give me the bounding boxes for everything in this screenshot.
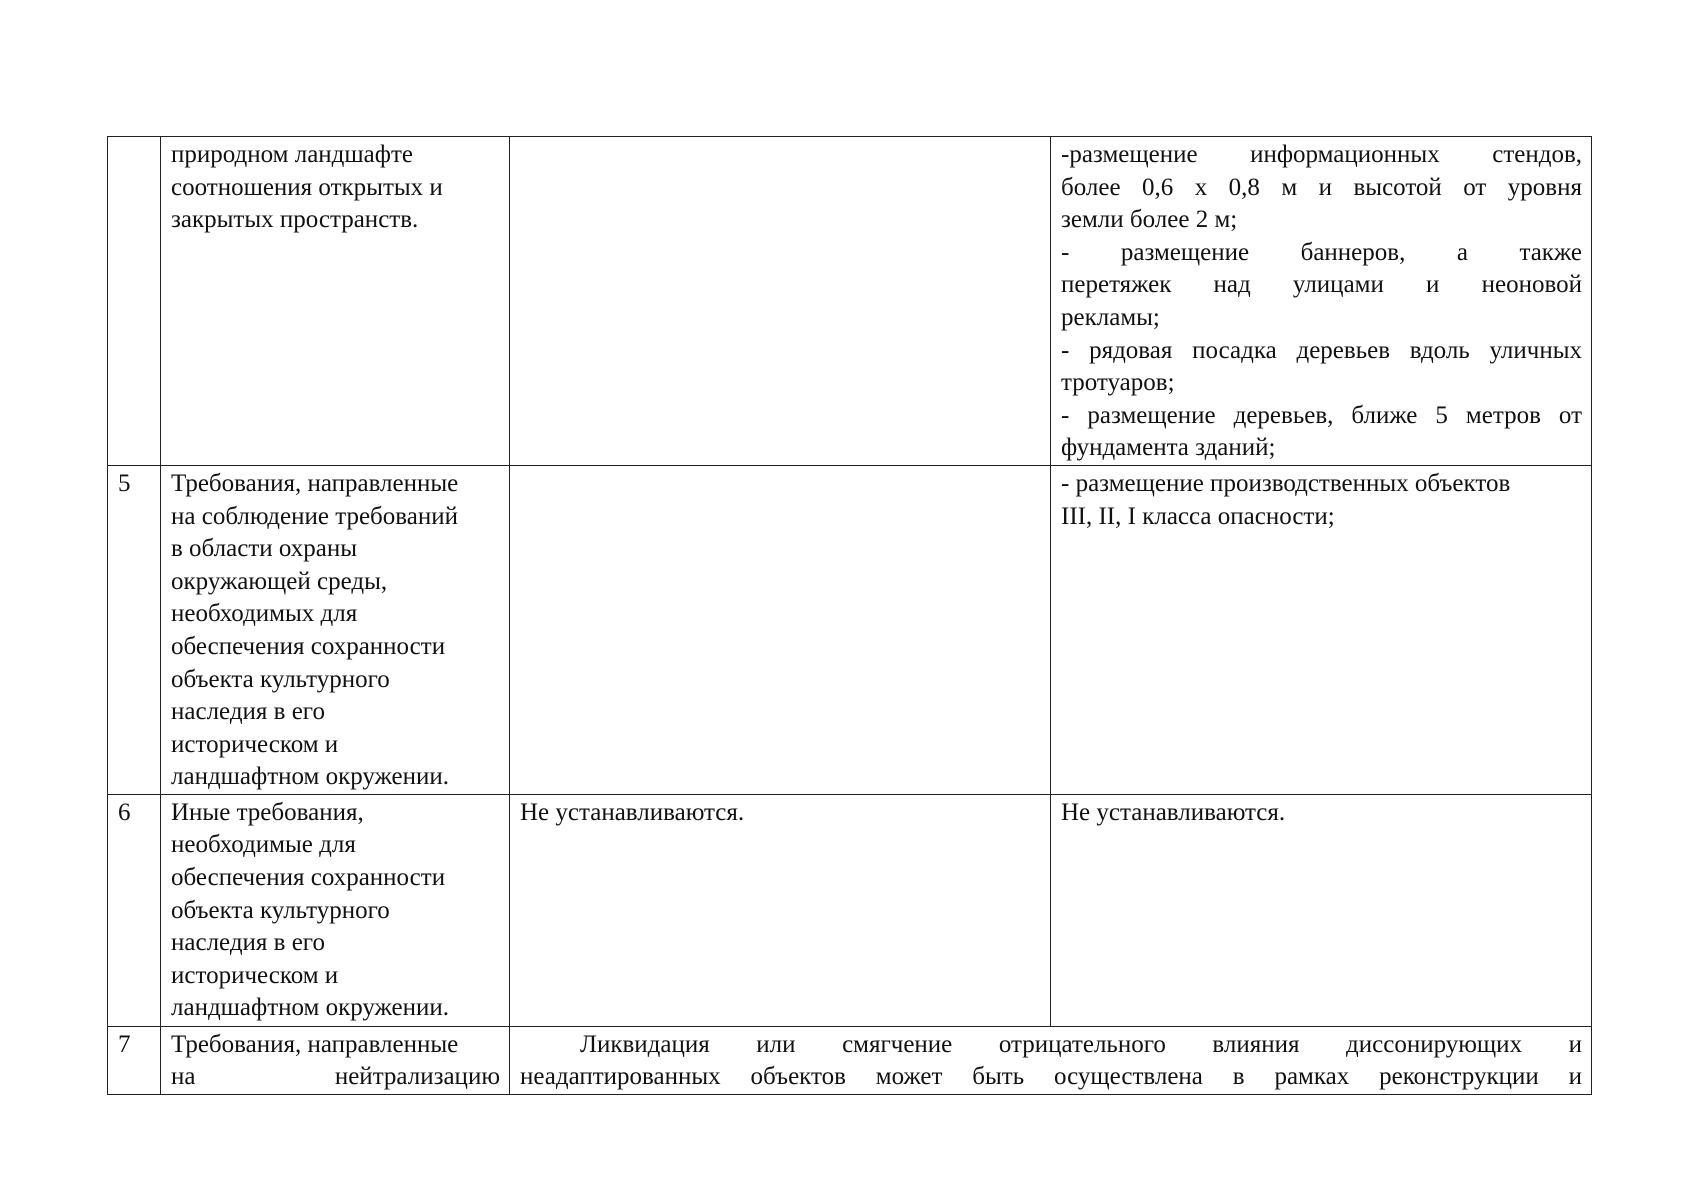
merged-line: неадаптированных объектов может быть осуществлена в рамках реконструкции и (520, 1063, 1582, 1091)
prohibited-line: рекламы; (1061, 303, 1160, 331)
permitted-text: Не устанавливаются. (520, 798, 745, 826)
requirement-cell (161, 1026, 510, 1094)
prohibited-line: тротуаров; (1061, 369, 1175, 397)
prohibited-line: - размещение производственных объектов (1061, 469, 1511, 497)
requirement-line: наследия в его (171, 698, 325, 726)
table-row (108, 794, 1592, 1026)
row-number: 5 (118, 469, 131, 497)
requirement-line: ландшафтном окружении. (171, 763, 450, 791)
requirements-table (107, 136, 1592, 1095)
prohibited-line: более 0,6 х 0,8 м и высотой от уровня (1061, 173, 1582, 201)
prohibited-line: - размещение баннеров, а также (1061, 238, 1582, 266)
requirement-line: закрытых пространств. (171, 206, 419, 234)
row-number-cell (108, 137, 161, 466)
requirement-line: историческом и (171, 961, 339, 989)
requirement-cell (161, 465, 510, 794)
requirement-line: необходимые для (171, 831, 356, 859)
row-number-cell (108, 794, 161, 1026)
prohibited-line: III, II, I класса опасности; (1061, 502, 1335, 530)
requirement-line: обеспечения сохранности (171, 632, 446, 660)
requirement-line: Требования, направленные (171, 469, 459, 497)
requirement-line: ландшафтном окружении. (171, 994, 450, 1022)
prohibited-cell (1051, 465, 1592, 794)
prohibited-line: перетяжек над улицами и неоновой (1061, 271, 1582, 299)
requirement-cell (161, 137, 510, 466)
prohibited-line: - размещение деревьев, ближе 5 метров от (1061, 401, 1582, 429)
requirement-cell (161, 794, 510, 1026)
table-row (108, 465, 1592, 794)
prohibited-cell (1051, 137, 1592, 466)
prohibited-line: -размещение информационных стендов, (1061, 141, 1582, 168)
requirement-line: обеспечения сохранности (171, 864, 446, 892)
prohibited-cell (1051, 794, 1592, 1026)
requirement-line: объекта культурного (171, 896, 390, 924)
row-number: 7 (118, 1030, 131, 1058)
permitted-cell (510, 465, 1051, 794)
table-row (108, 137, 1592, 466)
requirement-line: необходимых для (171, 600, 358, 628)
permitted-cell (510, 794, 1051, 1026)
prohibited-line: земли более 2 м; (1061, 206, 1238, 234)
requirement-line: Требования, направленные (171, 1030, 459, 1058)
requirement-line: объекта культурного (171, 665, 390, 693)
table-row (108, 1026, 1592, 1094)
row-number: 6 (118, 798, 131, 826)
requirement-line: в области охраны (171, 535, 358, 563)
prohibited-line: - рядовая посадка деревьев вдоль уличных (1061, 336, 1582, 364)
requirement-line: на соблюдение требований (171, 502, 458, 530)
requirement-line: историческом и (171, 730, 339, 758)
prohibited-line: фундамента зданий; (1061, 434, 1276, 462)
row-number-cell (108, 465, 161, 794)
permitted-cell (510, 137, 1051, 466)
row-number-cell (108, 1026, 161, 1094)
requirement-line: наследия в его (171, 929, 325, 957)
requirement-line: на нейтрализацию (171, 1063, 500, 1091)
merged-text-cell (510, 1026, 1592, 1094)
requirement-line: соотношения открытых и (171, 173, 443, 201)
requirement-line: природном ландшафте (171, 141, 413, 168)
merged-line: Ликвидация или смягчение отрицательного влияния диссонирующих и (580, 1030, 1582, 1058)
requirement-line: окружающей среды, (171, 567, 388, 595)
prohibited-text: Не устанавливаются. (1061, 798, 1286, 826)
requirement-line: Иные требования, (171, 798, 364, 826)
